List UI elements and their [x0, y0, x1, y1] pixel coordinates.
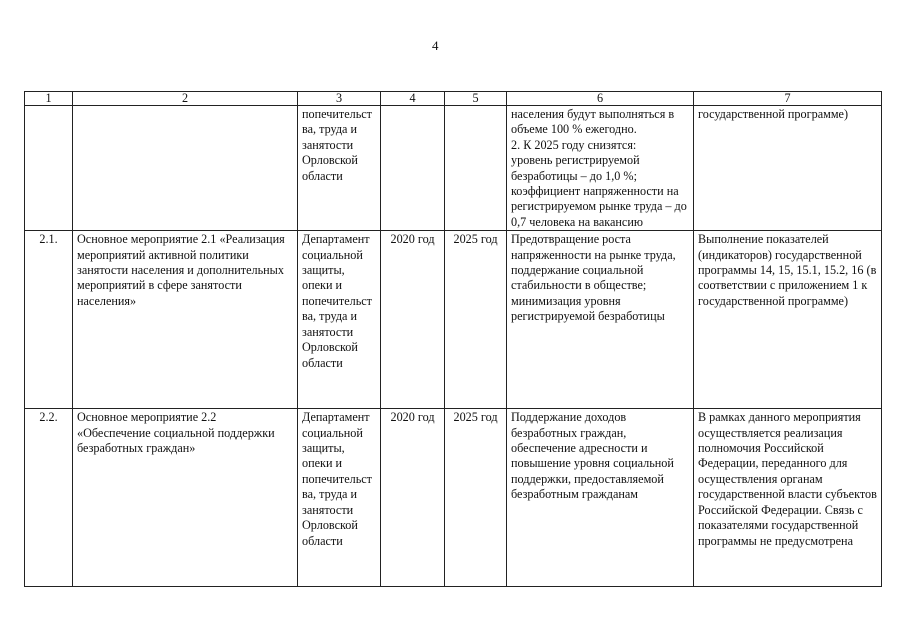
- activity-executor: Департамент социальной защиты, опеки и попечительства, труда и занятости Орловской области: [298, 409, 381, 587]
- table-row: [25, 409, 882, 587]
- activity-indicator-link: Выполнение показателей (индикаторов) государственной программы 14, 15, 15.1, 15.2, 16 (в соответствии с приложением 1 к государственной программе): [694, 231, 882, 409]
- column-header: 5: [445, 92, 507, 106]
- activity-expected-result: Предотвращение роста напряженности на рынке труда, поддержание социальной стабильности в обществе; минимизация уровня регистрируемой безработицы: [507, 231, 694, 409]
- activity-start-year: [381, 106, 445, 231]
- activity-executor: попечительства, труда и занятости Орловской области: [298, 106, 381, 231]
- activity-start-year: 2020 год: [381, 409, 445, 587]
- activity-number: 2.1.: [25, 231, 73, 409]
- column-header: 2: [73, 92, 298, 106]
- column-header: 4: [381, 92, 445, 106]
- activity-end-year: 2025 год: [445, 231, 507, 409]
- activity-indicator-link: государственной программе): [694, 106, 882, 231]
- column-header: 1: [25, 92, 73, 106]
- activity-end-year: 2025 год: [445, 409, 507, 587]
- activity-executor: Департамент социальной защиты, опеки и попечительства, труда и занятости Орловской области: [298, 231, 381, 409]
- column-header: 7: [694, 92, 882, 106]
- activity-end-year: [445, 106, 507, 231]
- column-header: 3: [298, 92, 381, 106]
- activity-number: [25, 106, 73, 231]
- activity-expected-result: населения будут выполняться в объеме 100 % ежегодно. 2. К 2025 году снизятся: уровень регистрируемой безработицы – до 1,0 %; коэффициент напряженности на регистрируемом рынке труда – до 0,7 человека на вакансию: [507, 106, 694, 231]
- activity-expected-result: Поддержание доходов безработных граждан, обеспечение адресности и повышение уровня социальной поддержки, предоставляемой безработным гражданам: [507, 409, 694, 587]
- page-number: 4: [432, 38, 439, 53]
- table-row: [25, 106, 882, 231]
- table-header-row: [25, 92, 882, 106]
- activity-start-year: 2020 год: [381, 231, 445, 409]
- activity-name: Основное мероприятие 2.2 «Обеспечение социальной поддержки безработных граждан»: [73, 409, 298, 587]
- program-activities-table: [24, 91, 882, 587]
- activity-indicator-link: В рамках данного мероприятия осуществляется реализация полномочия Российской Федерации, переданного для осуществления органам государственной власти субъектов Российской Федерации. Связь с показателями государственной программы не предусмотрена: [694, 409, 882, 587]
- column-header: 6: [507, 92, 694, 106]
- table-row: [25, 231, 882, 409]
- activity-name: [73, 106, 298, 231]
- activity-name: Основное мероприятие 2.1 «Реализация мероприятий активной политики занятости населения и дополнительных мероприятий в сфере занятости населения»: [73, 231, 298, 409]
- activity-number: 2.2.: [25, 409, 73, 587]
